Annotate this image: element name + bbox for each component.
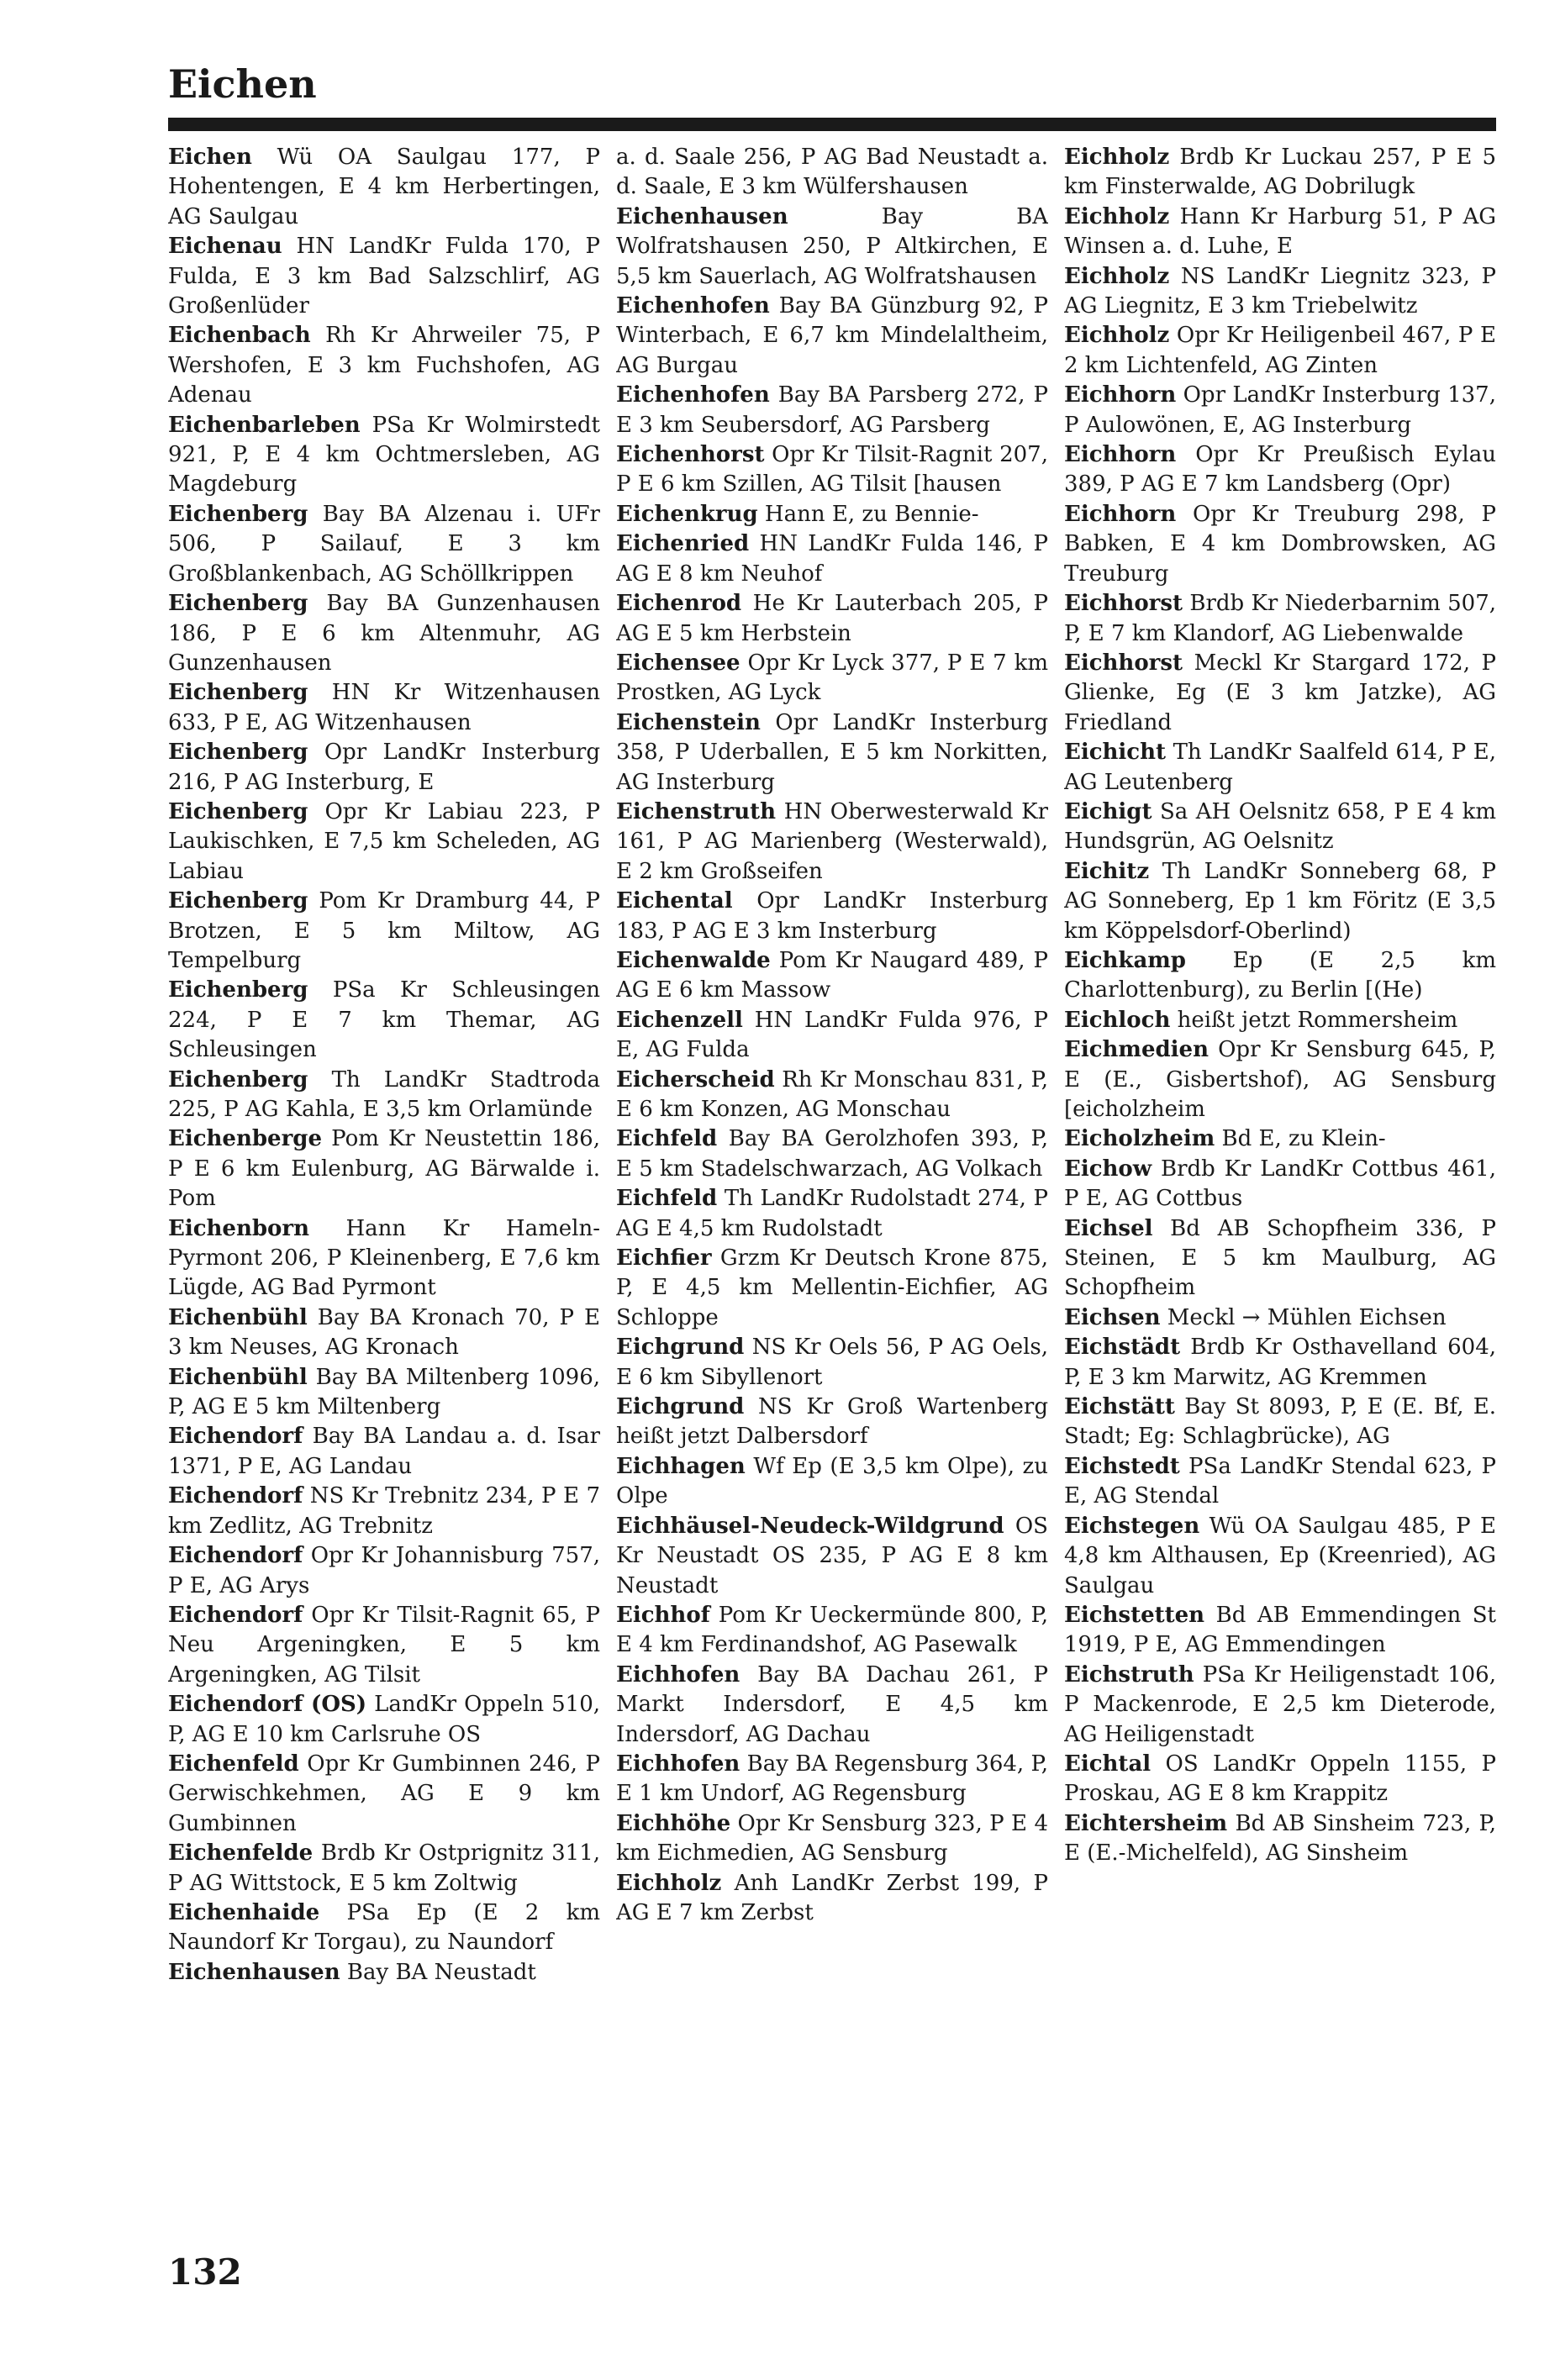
gazetteer-entry bbox=[1064, 1006, 1496, 1035]
gazetteer-entry bbox=[1064, 589, 1496, 649]
entry-place-name: Eichenkrug bbox=[616, 501, 758, 527]
entry-place-name: Eichenberg bbox=[168, 740, 308, 766]
entry-description: Bd AB Schopfheim 336, P Steinen, E 5 km Maulburg, AG Schopfheim bbox=[1064, 1215, 1496, 1301]
gazetteer-entry bbox=[616, 1869, 1048, 1929]
entry-description: Bay BA Alzenau i. UFr 506, P Sailauf, E 3 km Großblankenbach, AG Schöllkrippen bbox=[168, 501, 600, 587]
entry-description: HN LandKr Fulda 976, P E, AG Fulda bbox=[616, 1007, 1048, 1063]
gazetteer-entry bbox=[616, 1512, 1048, 1601]
entry-description: LandKr Oppeln 510, P, AG E 10 km Carlsruhe OS bbox=[168, 1692, 600, 1747]
gazetteer-entry bbox=[1064, 1155, 1496, 1214]
entry-place-name: Eicholzheim bbox=[1064, 1126, 1215, 1152]
entry-description: NS LandKr Liegnitz 323, P AG Liegnitz, E 3 km Triebelwitz bbox=[1064, 263, 1496, 319]
gazetteer-entry bbox=[168, 887, 600, 976]
gazetteer-entry bbox=[616, 500, 1048, 529]
entry-place-name: Eichenbühl bbox=[168, 1304, 308, 1330]
entry-description: Wf Ep (E 3,5 km Olpe), zu Olpe bbox=[616, 1453, 1048, 1509]
gazetteer-entry bbox=[616, 1184, 1048, 1244]
entry-description: Opr Kr Tilsit-Ragnit 65, P Neu Argeningken, E 5 km Argeningken, AG Tilsit bbox=[168, 1602, 600, 1688]
gazetteer-entry bbox=[616, 708, 1048, 798]
gazetteer-entry bbox=[616, 1066, 1048, 1125]
entry-description: Opr Kr Sensburg 645, P, E (E., Gisbertshof), AG Sensburg [eicholzheim bbox=[1064, 1037, 1496, 1122]
entry-place-name: Eichhagen bbox=[616, 1453, 746, 1479]
gazetteer-entry bbox=[168, 589, 600, 678]
gazetteer-entry bbox=[616, 143, 1048, 203]
entry-place-name: Eichsel bbox=[1064, 1215, 1153, 1241]
entry-description: Hann Kr Hameln-Pyrmont 206, P Kleinenberg, E 7,6 km Lügde, AG Bad Pyrmont bbox=[168, 1215, 600, 1301]
gazetteer-entry bbox=[168, 232, 600, 321]
entry-description: Pom Kr Ueckermünde 800, P, E 4 km Ferdinandshof, AG Pasewalk bbox=[616, 1602, 1048, 1658]
gazetteer-entry bbox=[616, 203, 1048, 292]
entry-place-name: Eichenrod bbox=[616, 591, 742, 617]
entry-description: Meckl → Mühlen Eichsen bbox=[1160, 1304, 1447, 1330]
gazetteer-columns bbox=[168, 143, 1496, 2193]
entry-description: Bay BA Landau a. d. Isar 1371, P E, AG Landau bbox=[168, 1424, 600, 1479]
gazetteer-entry bbox=[168, 1482, 600, 1541]
entry-place-name: Eichenborn bbox=[168, 1215, 309, 1241]
entry-place-name: Eichtersheim bbox=[1064, 1810, 1228, 1836]
gazetteer-entry bbox=[616, 887, 1048, 946]
entry-place-name: Eichenstruth bbox=[616, 798, 777, 824]
entry-description: HN LandKr Fulda 146, P AG E 8 km Neuhof bbox=[616, 531, 1048, 587]
entry-description: Bay BA Kronach 70, P E 3 km Neuses, AG Kronach bbox=[168, 1304, 600, 1361]
page-header bbox=[168, 59, 1496, 126]
entry-description: Th LandKr Saalfeld 614, P E, AG Leutenberg bbox=[1064, 740, 1496, 795]
gazetteer-entry bbox=[1064, 1661, 1496, 1750]
entry-description: He Kr Lauterbach 205, P AG E 5 km Herbstein bbox=[616, 591, 1048, 646]
gazetteer-entry bbox=[1064, 381, 1496, 440]
gazetteer-entry bbox=[168, 321, 600, 410]
entry-place-name: Eichenried bbox=[616, 531, 750, 557]
entry-place-name: Eichstruth bbox=[1064, 1661, 1194, 1688]
entry-place-name: Eichloch bbox=[1064, 1007, 1171, 1033]
gazetteer-entry bbox=[616, 1601, 1048, 1661]
gazetteer-entry bbox=[616, 1452, 1048, 1512]
entry-description: Bd AB Sinsheim 723, P, E (E.-Michelfeld), AG Sinsheim bbox=[1064, 1810, 1496, 1867]
entry-place-name: Eichtal bbox=[1064, 1751, 1152, 1777]
entry-place-name: Eichkamp bbox=[1064, 947, 1186, 973]
entry-place-name: Eichenberg bbox=[168, 680, 308, 706]
entry-description: PSa Kr Heiligenstadt 106, P Mackenrode, E 2,5 km Dieterode, AG Heiligenstadt bbox=[1064, 1661, 1496, 1747]
entry-place-name: Eichhofen bbox=[616, 1751, 740, 1777]
entry-place-name: Eichendorf bbox=[168, 1483, 303, 1509]
entry-description: Bd AB Emmendingen St 1919, P E, AG Emmendingen bbox=[1064, 1602, 1496, 1658]
entry-place-name: Eichgrund bbox=[616, 1335, 745, 1361]
entry-description: Opr LandKr Insterburg 183, P AG E 3 km Insterburg bbox=[616, 888, 1048, 944]
entry-description: Brdb Kr LandKr Cottbus 461, P E, AG Cottbus bbox=[1064, 1156, 1496, 1212]
entry-description: Opr Kr Sensburg 323, P E 4 km Eichmedien, AG Sensburg bbox=[616, 1810, 1048, 1867]
entry-place-name: Eichhäusel-Neudeck-Wildgrund bbox=[616, 1513, 1004, 1539]
entry-place-name: Eichenberge bbox=[168, 1126, 323, 1152]
entry-place-name: Eichholz bbox=[616, 1870, 722, 1896]
entry-place-name: Eichental bbox=[616, 888, 733, 914]
gazetteer-entry bbox=[168, 798, 600, 887]
entry-description: a. d. Saale 256, P AG Bad Neustadt a. d. Saale, E 3 km Wülfershausen bbox=[616, 145, 1048, 200]
gazetteer-entry bbox=[1064, 1452, 1496, 1512]
entry-description: Opr Kr Heiligenbeil 467, P E 2 km Lichtenfeld, AG Zinten bbox=[1064, 323, 1496, 378]
entry-place-name: Eichenstein bbox=[616, 709, 761, 735]
entry-place-name: Eichenau bbox=[168, 234, 282, 260]
entry-description: Grzm Kr Deutsch Krone 875, P, E 4,5 km Mellentin-Eichfier, AG Schloppe bbox=[616, 1245, 1048, 1330]
entry-description: NS Kr Trebnitz 234, P E 7 km Zedlitz, AG Trebnitz bbox=[168, 1483, 600, 1539]
entry-place-name: Eichendorf (OS) bbox=[168, 1692, 367, 1718]
gazetteer-entry bbox=[1064, 203, 1496, 262]
entry-description: PSa Kr Wolmirstedt 921, P, E 4 km Ochtmersleben, AG Magdeburg bbox=[168, 412, 600, 498]
gazetteer-entry bbox=[168, 143, 600, 232]
gazetteer-entry bbox=[168, 1898, 600, 1958]
gazetteer-entry bbox=[168, 1124, 600, 1214]
gazetteer-entry bbox=[168, 1214, 600, 1303]
gazetteer-entry bbox=[1064, 1512, 1496, 1601]
entry-place-name: Eichhöhe bbox=[616, 1810, 731, 1836]
entry-description: Bay BA Regensburg 364, P, E 1 km Undorf, AG Regensburg bbox=[616, 1751, 1048, 1807]
entry-description: Anh LandKr Zerbst 199, P AG E 7 km Zerbst bbox=[616, 1870, 1048, 1925]
entry-description: Opr Kr Treuburg 298, P Babken, E 4 km Dombrowsken, AG Treuburg bbox=[1064, 501, 1496, 587]
entry-place-name: Eichenberg bbox=[168, 977, 308, 1003]
entry-place-name: Eichendorf bbox=[168, 1602, 303, 1628]
gazetteer-entry bbox=[1064, 1303, 1496, 1333]
entry-description: HN LandKr Fulda 170, P Fulda, E 3 km Bad Salzschlirf, AG Großenlüder bbox=[168, 234, 600, 319]
gazetteer-entry bbox=[1064, 1393, 1496, 1452]
gazetteer-entry bbox=[168, 678, 600, 738]
entry-place-name: Eichsen bbox=[1064, 1304, 1161, 1330]
entry-description: NS Kr Groß Wartenberg heißt jetzt Dalbersdorf bbox=[616, 1394, 1048, 1450]
entry-place-name: Eichhorn bbox=[1064, 501, 1177, 527]
gazetteer-entry bbox=[1064, 738, 1496, 798]
gazetteer-entry bbox=[616, 292, 1048, 381]
entry-place-name: Eichholz bbox=[1064, 203, 1170, 229]
entry-description: Bay BA Miltenberg 1096, P, AG E 5 km Miltenberg bbox=[168, 1364, 600, 1420]
entry-place-name: Eichenfelde bbox=[168, 1840, 314, 1867]
gazetteer-entry bbox=[168, 1363, 600, 1423]
entry-place-name: Eichfier bbox=[616, 1245, 712, 1272]
entry-description: Bay BA Parsberg 272, P E 3 km Seubersdorf, AG Parsberg bbox=[616, 382, 1048, 438]
entry-description: Th LandKr Sonneberg 68, P AG Sonneberg, Ep 1 km Föritz (E 3,5 km Köppelsdorf-Oberlind) bbox=[1064, 858, 1496, 944]
entry-place-name: Eichenzell bbox=[616, 1007, 743, 1033]
gazetteer-entry bbox=[1064, 440, 1496, 500]
entry-description: NS Kr Oels 56, P AG Oels, E 6 km Sibyllenort bbox=[616, 1335, 1048, 1390]
entry-place-name: Eichendorf bbox=[168, 1543, 303, 1569]
entry-description: OS LandKr Oppeln 1155, P Proskau, AG E 8 km Krappitz bbox=[1064, 1751, 1496, 1807]
entry-description: Opr Kr Johannisburg 757, P E, AG Arys bbox=[168, 1543, 600, 1598]
entry-description: Pom Kr Neustettin 186, P E 6 km Eulenburg, AG Bärwalde i. Pom bbox=[168, 1126, 600, 1212]
entry-place-name: Eichenberg bbox=[168, 888, 308, 914]
entry-place-name: Eichstegen bbox=[1064, 1513, 1200, 1539]
gazetteer-entry bbox=[616, 1244, 1048, 1333]
gazetteer-entry bbox=[168, 1601, 600, 1690]
entry-place-name: Eichenhofen bbox=[616, 382, 770, 408]
gazetteer-entry bbox=[616, 1809, 1048, 1869]
entry-description: Pom Kr Dramburg 44, P Brotzen, E 5 km Miltow, AG Tempelburg bbox=[168, 888, 600, 973]
entry-place-name: Eichfeld bbox=[616, 1126, 718, 1152]
entry-description: Bay BA Dachau 261, P Markt Indersdorf, E 4,5 km Indersdorf, AG Dachau bbox=[616, 1661, 1048, 1747]
entry-place-name: Eichhorst bbox=[1064, 591, 1183, 617]
entry-place-name: Eicherscheid bbox=[616, 1066, 775, 1093]
entry-description: Brdb Kr Niederbarnim 507, P, E 7 km Klandorf, AG Liebenwalde bbox=[1064, 591, 1496, 646]
entry-place-name: Eichhorn bbox=[1064, 382, 1177, 408]
running-head: Eichen bbox=[168, 61, 317, 107]
gazetteer-entry bbox=[616, 589, 1048, 649]
entry-description: Hann E, zu Bennie- bbox=[757, 501, 979, 527]
entry-description: Brdb Kr Ostprignitz 311, P AG Wittstock, E 5 km Zoltwig bbox=[168, 1840, 600, 1896]
entry-description: Bay St 8093, P, E (E. Bf, E. Stadt; Eg: Schlagbrücke), AG bbox=[1064, 1394, 1496, 1450]
entry-description: Opr Kr Preußisch Eylau 389, P AG E 7 km Landsberg (Opr) bbox=[1064, 442, 1496, 498]
entry-description: Bay BA Günzburg 92, P Winterbach, E 6,7 km Mindelaltheim, AG Burgau bbox=[616, 293, 1048, 378]
gazetteer-entry bbox=[168, 1541, 600, 1601]
entry-place-name: Eichicht bbox=[1064, 740, 1167, 766]
entry-description: Hann Kr Harburg 51, P AG Winsen a. d. Luhe, E bbox=[1064, 203, 1496, 260]
entry-place-name: Eichenbarleben bbox=[168, 412, 361, 438]
gazetteer-entry bbox=[1064, 1035, 1496, 1124]
gazetteer-entry bbox=[1064, 1601, 1496, 1661]
gazetteer-entry bbox=[1064, 1809, 1496, 1869]
entry-place-name: Eichenfeld bbox=[168, 1751, 299, 1777]
entry-description: Rh Kr Ahrweiler 75, P Wershofen, E 3 km Fuchshofen, AG Adenau bbox=[168, 323, 600, 408]
entry-place-name: Eichholz bbox=[1064, 263, 1170, 289]
entry-place-name: Eichholz bbox=[1064, 145, 1170, 170]
entry-place-name: Eichenberg bbox=[168, 1066, 308, 1093]
entry-place-name: Eichenhaide bbox=[168, 1899, 320, 1925]
entry-description: Bay BA Gunzenhausen 186, P E 6 km Altenmuhr, AG Gunzenhausen bbox=[168, 591, 600, 676]
entry-description: Th LandKr Stadtroda 225, P AG Kahla, E 3,5 km Orlamünde bbox=[168, 1066, 600, 1122]
entry-place-name: Eichhorst bbox=[1064, 650, 1183, 676]
entry-description: Opr Kr Gumbinnen 246, P Gerwischkehmen, AG E 9 km Gumbinnen bbox=[168, 1751, 600, 1836]
entry-place-name: Eichenberg bbox=[168, 798, 308, 824]
gazetteer-entry bbox=[168, 1066, 600, 1125]
gazetteer-entry bbox=[168, 1750, 600, 1839]
gazetteer-entry bbox=[616, 649, 1048, 708]
entry-description: Wü OA Saulgau 485, P E 4,8 km Althausen, Ep (Kreenried), AG Saulgau bbox=[1064, 1513, 1496, 1598]
entry-description: Opr LandKr Insterburg 358, P Uderballen, E 5 km Norkitten, AG Insterburg bbox=[616, 709, 1048, 795]
entry-place-name: Eichigt bbox=[1064, 798, 1152, 824]
entry-description: Opr LandKr Insterburg 216, P AG Insterburg, E bbox=[168, 740, 600, 795]
entry-description: Wü OA Saulgau 177, P Hohentengen, E 4 km Herbertingen, AG Saulgau bbox=[168, 145, 600, 229]
entry-place-name: Eichow bbox=[1064, 1156, 1152, 1182]
gazetteer-entry bbox=[168, 1958, 600, 1988]
entry-place-name: Eichstedt bbox=[1064, 1453, 1180, 1479]
entry-description: Ep (E 2,5 km Charlottenburg), zu Berlin [(He) bbox=[1064, 947, 1496, 1003]
entry-description: Bay BA Wolfratshausen 250, P Altkirchen, E 5,5 km Sauerlach, AG Wolfratshausen bbox=[616, 203, 1048, 289]
gazetteer-entry bbox=[1064, 321, 1496, 381]
column-left bbox=[168, 143, 600, 2193]
entry-description: Bd E, zu Klein- bbox=[1215, 1126, 1386, 1152]
page-number: 132 bbox=[168, 2251, 242, 2293]
gazetteer-entry bbox=[1064, 143, 1496, 203]
gazetteer-entry bbox=[168, 1839, 600, 1898]
entry-place-name: Eichenbach bbox=[168, 323, 311, 349]
gazetteer-entry bbox=[616, 440, 1048, 500]
entry-place-name: Eichenhausen bbox=[616, 203, 788, 229]
entry-description: Sa AH Oelsnitz 658, P E 4 km Hundsgrün, AG Oelsnitz bbox=[1064, 798, 1496, 855]
gazetteer-entry bbox=[1064, 262, 1496, 322]
entry-description: Rh Kr Monschau 831, P, E 6 km Konzen, AG Monschau bbox=[616, 1066, 1048, 1122]
entry-place-name: Eichmedien bbox=[1064, 1037, 1209, 1063]
gazetteer-entry bbox=[168, 500, 600, 589]
entry-place-name: Eichstetten bbox=[1064, 1602, 1205, 1628]
gazetteer-entry bbox=[1064, 1124, 1496, 1154]
entry-description: Brdb Kr Luckau 257, P E 5 km Finsterwalde, AG Dobrilugk bbox=[1064, 145, 1496, 200]
entry-place-name: Eichenberg bbox=[168, 501, 308, 527]
entry-description: Meckl Kr Stargard 172, P Glienke, Eg (E 3 km Jatzke), AG Friedland bbox=[1064, 650, 1496, 735]
entry-place-name: Eichhof bbox=[616, 1602, 710, 1628]
entry-place-name: Eichitz bbox=[1064, 858, 1150, 884]
entry-place-name: Eichenhofen bbox=[616, 293, 770, 319]
entry-description: PSa Kr Schleusingen 224, P E 7 km Themar, AG Schleusingen bbox=[168, 977, 600, 1063]
entry-description: Pom Kr Naugard 489, P AG E 6 km Massow bbox=[616, 947, 1048, 1003]
gazetteer-entry bbox=[616, 1661, 1048, 1750]
entry-place-name: Eichensee bbox=[616, 650, 740, 676]
entry-place-name: Eichholz bbox=[1064, 323, 1170, 349]
gazetteer-entry bbox=[616, 1006, 1048, 1066]
column-middle bbox=[616, 143, 1048, 2193]
column-right bbox=[1064, 143, 1496, 2193]
entry-place-name: Eichenbühl bbox=[168, 1364, 308, 1390]
gazetteer-entry bbox=[1064, 857, 1496, 946]
entry-description: Bay BA Neustadt bbox=[340, 1959, 536, 1985]
entry-place-name: Eichstätt bbox=[1064, 1394, 1175, 1420]
gazetteer-entry bbox=[616, 1393, 1048, 1452]
gazetteer-entry bbox=[616, 1124, 1048, 1184]
gazetteer-entry bbox=[1064, 946, 1496, 1006]
entry-description: PSa Ep (E 2 km Naundorf Kr Torgau), zu Naundorf bbox=[168, 1899, 600, 1956]
gazetteer-entry bbox=[168, 738, 600, 798]
entry-description: PSa LandKr Stendal 623, P E, AG Stendal bbox=[1064, 1453, 1496, 1509]
entry-place-name: Eichstädt bbox=[1064, 1335, 1181, 1361]
entry-description: Opr LandKr Insterburg 137, P Aulowönen, E, AG Insterburg bbox=[1064, 382, 1496, 438]
entry-description: Th LandKr Rudolstadt 274, P AG E 4,5 km Rudolstadt bbox=[616, 1186, 1048, 1241]
entry-description: HN Oberwesterwald Kr 161, P AG Marienberg (Westerwald), E 2 km Großseifen bbox=[616, 798, 1048, 884]
entry-description: Brdb Kr Osthavelland 604, P, E 3 km Marwitz, AG Kremmen bbox=[1064, 1335, 1496, 1390]
gazetteer-entry bbox=[1064, 1333, 1496, 1393]
gazetteer-entry bbox=[168, 411, 600, 500]
gazetteer-entry bbox=[616, 529, 1048, 589]
gazetteer-entry bbox=[1064, 649, 1496, 738]
gazetteer-entry bbox=[616, 798, 1048, 887]
header-rule bbox=[168, 118, 1496, 131]
entry-place-name: Eichgrund bbox=[616, 1394, 745, 1420]
entry-place-name: Eichhofen bbox=[616, 1661, 740, 1688]
gazetteer-entry bbox=[168, 1690, 600, 1750]
gazetteer-entry bbox=[616, 1333, 1048, 1393]
entry-description: Opr Kr Tilsit-Ragnit 207, P E 6 km Szillen, AG Tilsit [hausen bbox=[616, 442, 1048, 498]
gazetteer-entry bbox=[616, 381, 1048, 440]
entry-description: Opr Kr Labiau 223, P Laukischken, E 7,5 km Scheleden, AG Labiau bbox=[168, 798, 600, 884]
entry-description: HN Kr Witzenhausen 633, P E, AG Witzenhausen bbox=[168, 680, 600, 735]
gazetteer-entry bbox=[168, 1303, 600, 1363]
entry-description: heißt jetzt Rommersheim bbox=[1170, 1007, 1458, 1033]
entry-description: OS Kr Neustadt OS 235, P AG E 8 km Neustadt bbox=[616, 1513, 1048, 1598]
entry-place-name: Eichenwalde bbox=[616, 947, 771, 973]
gazetteer-entry bbox=[1064, 500, 1496, 589]
entry-place-name: Eichfeld bbox=[616, 1186, 718, 1212]
gazetteer-entry bbox=[1064, 1214, 1496, 1303]
entry-place-name: Eichenhausen bbox=[168, 1959, 340, 1985]
entry-place-name: Eichenhorst bbox=[616, 442, 765, 468]
gazetteer-entry bbox=[616, 946, 1048, 1006]
entry-place-name: Eichen bbox=[168, 145, 252, 170]
entry-place-name: Eichhorn bbox=[1064, 442, 1177, 468]
gazetteer-entry bbox=[616, 1750, 1048, 1809]
entry-place-name: Eichendorf bbox=[168, 1424, 303, 1450]
gazetteer-entry bbox=[1064, 1750, 1496, 1809]
gazetteer-entry bbox=[168, 1422, 600, 1482]
entry-place-name: Eichenberg bbox=[168, 591, 308, 617]
entry-description: Opr Kr Lyck 377, P E 7 km Prostken, AG Lyck bbox=[616, 650, 1048, 706]
gazetteer-entry bbox=[1064, 798, 1496, 857]
entry-description: Bay BA Gerolzhofen 393, P, E 5 km Stadelschwarzach, AG Volkach bbox=[616, 1126, 1048, 1182]
gazetteer-entry bbox=[168, 976, 600, 1065]
